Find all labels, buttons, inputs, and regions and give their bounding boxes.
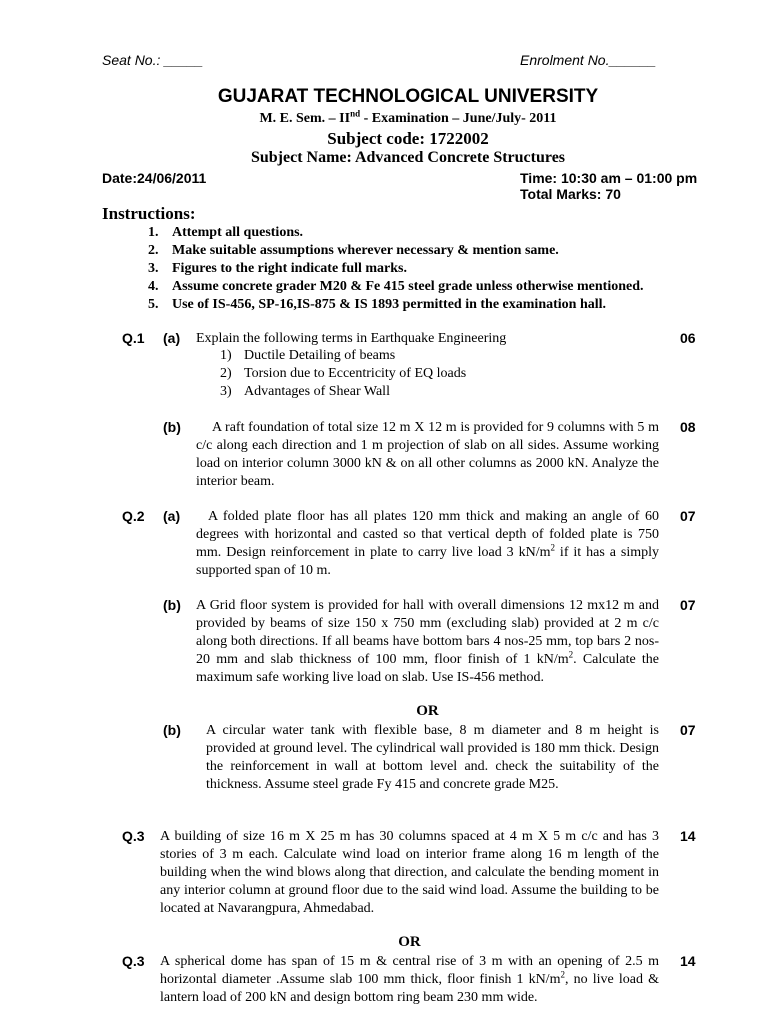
q2b-alt-marks: 07: [680, 722, 696, 738]
exam-prefix: M. E. Sem. – II: [259, 111, 351, 126]
q2b-marks: 07: [680, 597, 696, 613]
q2a-text: A folded plate floor has all plates 120 mm thick and making an angle of 60 degrees with horizontal and casted so that vertical depth of folded plate is 750 mm. Design reinforcement in plate to carry live load 3 $kN/m^2$ if it has a simply supported span of 10 m.: [196, 509, 659, 578]
subject-name: Subject Name: Advanced Concrete Structures: [250, 149, 566, 166]
q2-number: Q.2: [122, 508, 145, 524]
q3-alt-text: A spherical dome has span of 15 m & central rise of 3 m with an opening of 2.5 m horizontal diameter .Assume slab 100 mm thick, floor finish 1 $kN/m^2$, no live load & lantern load of 200 kN and design bottom ring beam 230 mm wide.: [160, 954, 659, 1005]
q1b-label: (b): [163, 419, 181, 435]
q1a-subitems: [220, 347, 650, 401]
q2-or-separator: OR: [416, 703, 439, 719]
q1b-text: A raft foundation of total size 12 m X 12 m is provided for 9 columns with 5 m c/c along each direction and 1 m projection of slab on all sides. Assume working load on interior column 3000 kN & on all other columns as 2000 kN. Analyze the interior beam.: [196, 420, 659, 489]
q1a-subitem: 3) Advantages of Shear Wall: [220, 384, 390, 399]
q2b-alt-label: (b): [163, 722, 181, 738]
instructions-heading: Instructions:: [102, 204, 196, 223]
instruction-item: 3. Figures to the right indicate full marks.: [148, 261, 408, 276]
instruction-item: 4. Assume concrete grader M20 & Fe 415 steel grade unless otherwise mentioned.: [148, 279, 644, 294]
instruction-item: 1. Attempt all questions.: [148, 225, 304, 240]
q3-or-separator: OR: [398, 934, 421, 950]
university-title: GUJARAT TECHNOLOGICAL UNIVERSITY: [217, 86, 599, 107]
instruction-item: 2. Make suitable assumptions wherever necessary & mention same.: [148, 243, 559, 258]
exam-line: [0, 108, 768, 127]
q1a-marks: 06: [680, 330, 696, 346]
exam-suffix: - Examination – June/July- 2011: [360, 111, 557, 126]
q2b-alt-text: A circular water tank with flexible base, 8 m diameter and 8 m height is provided at ground level. The cylindrical wall provided is 180 mm thick. Design the reinforcement in wall at bottom level and. check the suitability of the thickness. Assume steel grade Fy 415 and concrete grade M25.: [206, 723, 659, 792]
exam-sup: nd: [350, 108, 361, 119]
q2a-label: (a): [163, 508, 181, 524]
total-marks: Total Marks: 70: [520, 186, 621, 202]
exam-time: Time: 10:30 am – 01:00 pm: [520, 170, 698, 186]
seat-number: Seat No.: _____: [102, 52, 204, 68]
q3-alt-marks: 14: [680, 953, 696, 969]
q1a-label: (a): [163, 330, 181, 346]
exam-date: Date:24/06/2011: [102, 170, 207, 186]
q1b-marks: 08: [680, 419, 696, 435]
q3-marks: 14: [680, 828, 696, 844]
q1a-subitem: 2) Torsion due to Eccentricity of EQ loads: [220, 366, 467, 381]
subject-code: Subject code: 1722002: [327, 129, 489, 148]
q3-number: Q.3: [122, 828, 145, 844]
instruction-item: 5. Use of IS-456, SP-16,IS-875 & IS 1893 permitted in the examination hall.: [148, 297, 607, 312]
q1a-subitem: 1) Ductile Detailing of beams: [220, 348, 396, 363]
q1-number: Q.1: [122, 330, 145, 346]
q3-text: A building of size 16 m X 25 m has 30 columns spaced at 4 m X 5 m c/c and has 3 stories of 3 m each. Calculate wind load on interior frame along 16 m length of the building when the wind blows along that direction, and calculate the bending moment in any interior column at ground floor due to the said wind load. Assume the building to be located at Navarangpura, Ahmedabad.: [160, 829, 659, 916]
q2b-text: A Grid floor system is provided for hall with overall dimensions 12 mx12 m and provided by beams of size 150 x 750 mm (excluding slab) provided at 2 m c/c along both directions. If all beams have bottom bars 4 nos-25 mm, top bars 2 nos-20 mm and slab thickness of 100 mm, floor finish of 1 $kN/m^2$. Calculate the maximum safe working live load on slab. Use IS-456 method.: [196, 598, 660, 685]
instructions-list: [148, 224, 728, 314]
q2b-label: (b): [163, 597, 181, 613]
enrolment-number: Enrolment No.______: [520, 52, 657, 68]
q2a-marks: 07: [680, 508, 696, 524]
q1a-text: Explain the following terms in Earthquake Engineering: [196, 331, 507, 346]
q3-alt-number: Q.3: [122, 953, 145, 969]
